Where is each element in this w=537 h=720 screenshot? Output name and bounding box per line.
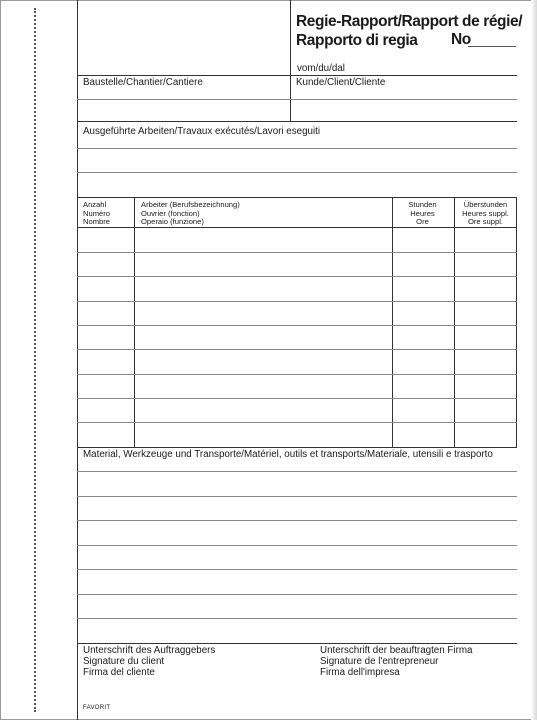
table-col-divider (392, 197, 393, 447)
work-line[interactable] (77, 172, 517, 173)
material-line[interactable] (77, 496, 517, 497)
header-rule (77, 75, 517, 76)
margin-rule (77, 0, 78, 720)
perforation-line (34, 8, 36, 712)
col-header-overtime: Überstunden Heures suppl. Ore suppl. (462, 200, 509, 227)
form-title-line-2: Rapporto di regia (296, 32, 418, 49)
header-divider (290, 0, 291, 121)
date-label: vom/du/dal (297, 63, 345, 74)
table-row[interactable] (77, 422, 517, 423)
col-header-hours: Stunden Heures Ore (408, 200, 437, 227)
table-bottom-rule (77, 447, 517, 448)
material-line[interactable] (77, 618, 517, 619)
table-row[interactable] (77, 252, 517, 253)
table-header-rule (77, 227, 517, 228)
table-col-divider (134, 197, 135, 447)
site-field-line[interactable] (77, 99, 517, 100)
table-row[interactable] (77, 301, 517, 302)
form-title-line-1: Regie-Rapport/Rapport de régie/ (296, 13, 523, 30)
table-row[interactable] (77, 398, 517, 399)
table-row[interactable] (77, 349, 517, 350)
col-header-count: Anzahl Numéro Nombre (83, 200, 111, 227)
form-title (296, 12, 522, 50)
table-row[interactable] (77, 325, 517, 326)
number-label: No (451, 31, 471, 48)
material-line[interactable] (77, 545, 517, 546)
material-label: Material, Werkzeuge und Transporte/Matériel, outils et transports/Materiale, utensili e trasporto (83, 449, 493, 460)
client-label: Kunde/Client/Cliente (296, 77, 386, 88)
table-row[interactable] (77, 276, 517, 277)
firm-signature-label: Unterschrift der beauftragten Firma Signature de l'entrepreneur Firma dell'impresa (320, 645, 473, 678)
brand-mark: FAVORIT (83, 705, 111, 711)
material-line[interactable] (77, 520, 517, 521)
header-bottom-rule (77, 121, 517, 122)
site-label: Baustelle/Chantier/Cantiere (83, 77, 203, 88)
table-right-border (516, 197, 517, 447)
page-edge-shadow (531, 0, 537, 720)
table-row[interactable] (77, 374, 517, 375)
material-line[interactable] (77, 594, 517, 595)
col-header-worker: Arbeiter (Berufsbezeichnung) Ouvrier (fonction) Operaio (funzione) (141, 200, 240, 227)
work-bottom-rule (77, 197, 517, 198)
work-label: Ausgeführte Arbeiten/Travaux exécutés/Lavori eseguiti (83, 126, 321, 137)
number-field[interactable] (468, 46, 516, 47)
table-col-divider (454, 197, 455, 447)
client-signature-label: Unterschrift des Auftraggebers Signature du client Firma del cliente (83, 645, 216, 678)
material-bottom-rule (77, 643, 517, 644)
material-line[interactable] (77, 471, 517, 472)
material-line[interactable] (77, 569, 517, 570)
work-line[interactable] (77, 148, 517, 149)
